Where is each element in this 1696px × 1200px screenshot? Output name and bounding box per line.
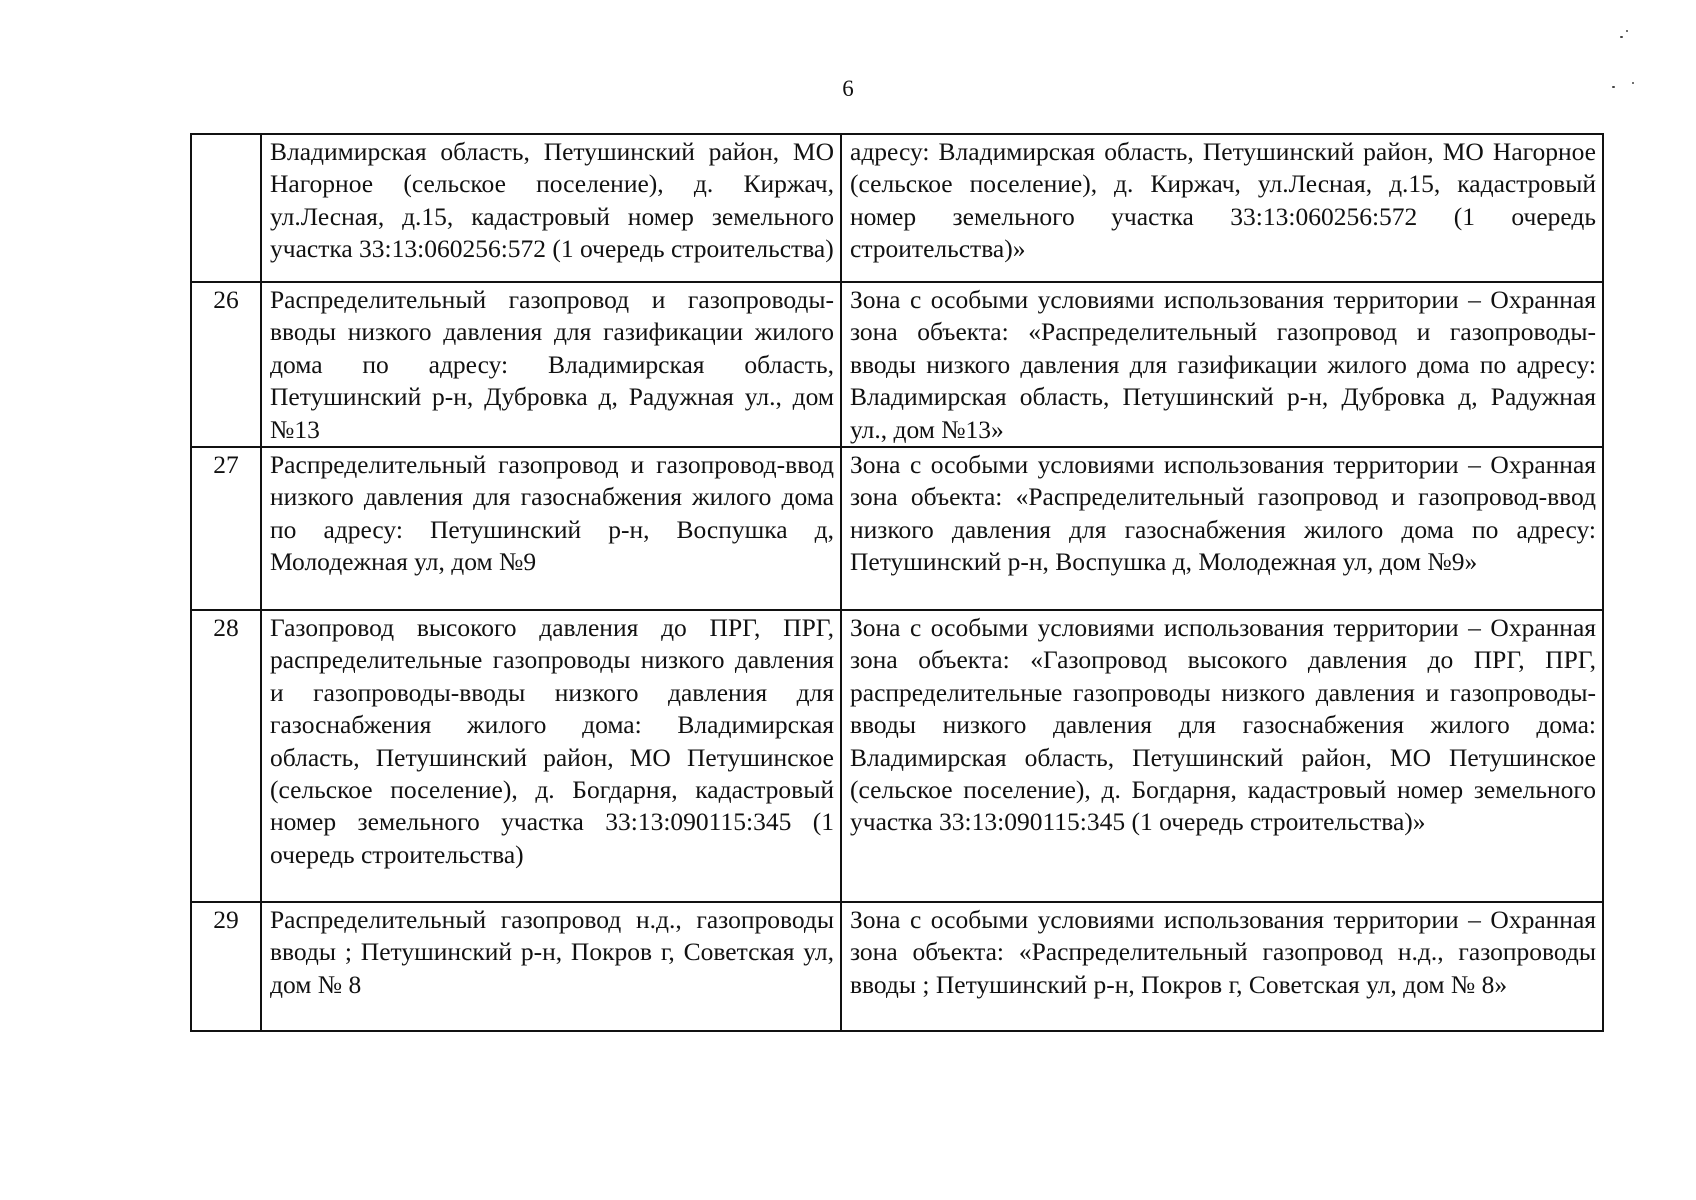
object-description-cell: Распределительный газопровод и газопровод-ввод низкого давления для газоснабжения жилого дома по адресу: Петушинский р-н, Воспушка д, Молодежная ул, дом №9 (261, 447, 841, 610)
zone-description-cell: Зона с особыми условиями использования территории – Охранная зона объекта: «Газопровод высокого давления до ПРГ, ПРГ, распределительные газопроводы низкого давления и газопроводы-вводы низкого давления для газоснабжения жилого дома: Владимирская область, Петушинский район, МО Петушинское (сельское поселение), д. Богдарня, кадастровый номер земельного участка 33:13:090115:345 (1 очередь строительства)» (841, 610, 1603, 902)
table-row (191, 610, 1603, 902)
scan-speck (1612, 86, 1615, 88)
object-description-cell: Газопровод высокого давления до ПРГ, ПРГ, распределительные газопроводы низкого давления и газопроводы-вводы низкого давления для газоснабжения жилого дома: Владимирская область, Петушинский район, МО Петушинское (сельское поселение), д. Богдарня, кадастровый номер земельного участка 33:13:090115:345 (1 очередь строительства) (261, 610, 841, 902)
row-number-cell (191, 134, 261, 282)
zone-description-cell: Зона с особыми условиями использования территории – Охранная зона объекта: «Распределительный газопровод и газопровод-ввод низкого давления для газоснабжения жилого дома по адресу: Петушинский р-н, Воспушка д, Молодежная ул, дом №9» (841, 447, 1603, 610)
row-number-cell: 28 (191, 610, 261, 902)
table-row (191, 282, 1603, 447)
row-number-cell: 26 (191, 282, 261, 447)
table-row (191, 902, 1603, 1031)
scan-speck (1632, 82, 1634, 84)
row-number-cell: 27 (191, 447, 261, 610)
scan-speck (1626, 30, 1628, 32)
table-row (191, 447, 1603, 610)
scan-speck (1620, 36, 1623, 38)
row-number-cell: 29 (191, 902, 261, 1031)
object-description-cell: Владимирская область, Петушинский район, МО Нагорное (сельское поселение), д. Киржач, ул.Лесная, д.15, кадастровый номер земельного участка 33:13:060256:572 (1 очередь строительства) (261, 134, 841, 282)
zone-description-cell: Зона с особыми условиями использования территории – Охранная зона объекта: «Распределительный газопровод н.д., газопроводы вводы ; Петушинский р-н, Покров г, Советская ул, дом № 8» (841, 902, 1603, 1031)
page-number: 6 (842, 76, 854, 101)
zone-description-cell: адресу: Владимирская область, Петушинский район, МО Нагорное (сельское поселение), д. Киржач, ул.Лесная, д.15, кадастровый номер земельного участка 33:13:060256:572 (1 очередь строительства)» (841, 134, 1603, 282)
object-description-cell: Распределительный газопровод и газопроводы-вводы низкого давления для газификации жилого дома по адресу: Владимирская область, Петушинский р-н, Дубровка д, Радужная ул., дом №13 (261, 282, 841, 447)
table-row (191, 134, 1603, 282)
object-description-cell: Распределительный газопровод н.д., газопроводы вводы ; Петушинский р-н, Покров г, Советская ул, дом № 8 (261, 902, 841, 1031)
zone-description-cell: Зона с особыми условиями использования территории – Охранная зона объекта: «Распределительный газопровод и газопроводы-вводы низкого давления для газификации жилого дома по адресу: Владимирская область, Петушинский р-н, Дубровка д, Радужная ул., дом №13» (841, 282, 1603, 447)
zones-table (190, 133, 1604, 1032)
